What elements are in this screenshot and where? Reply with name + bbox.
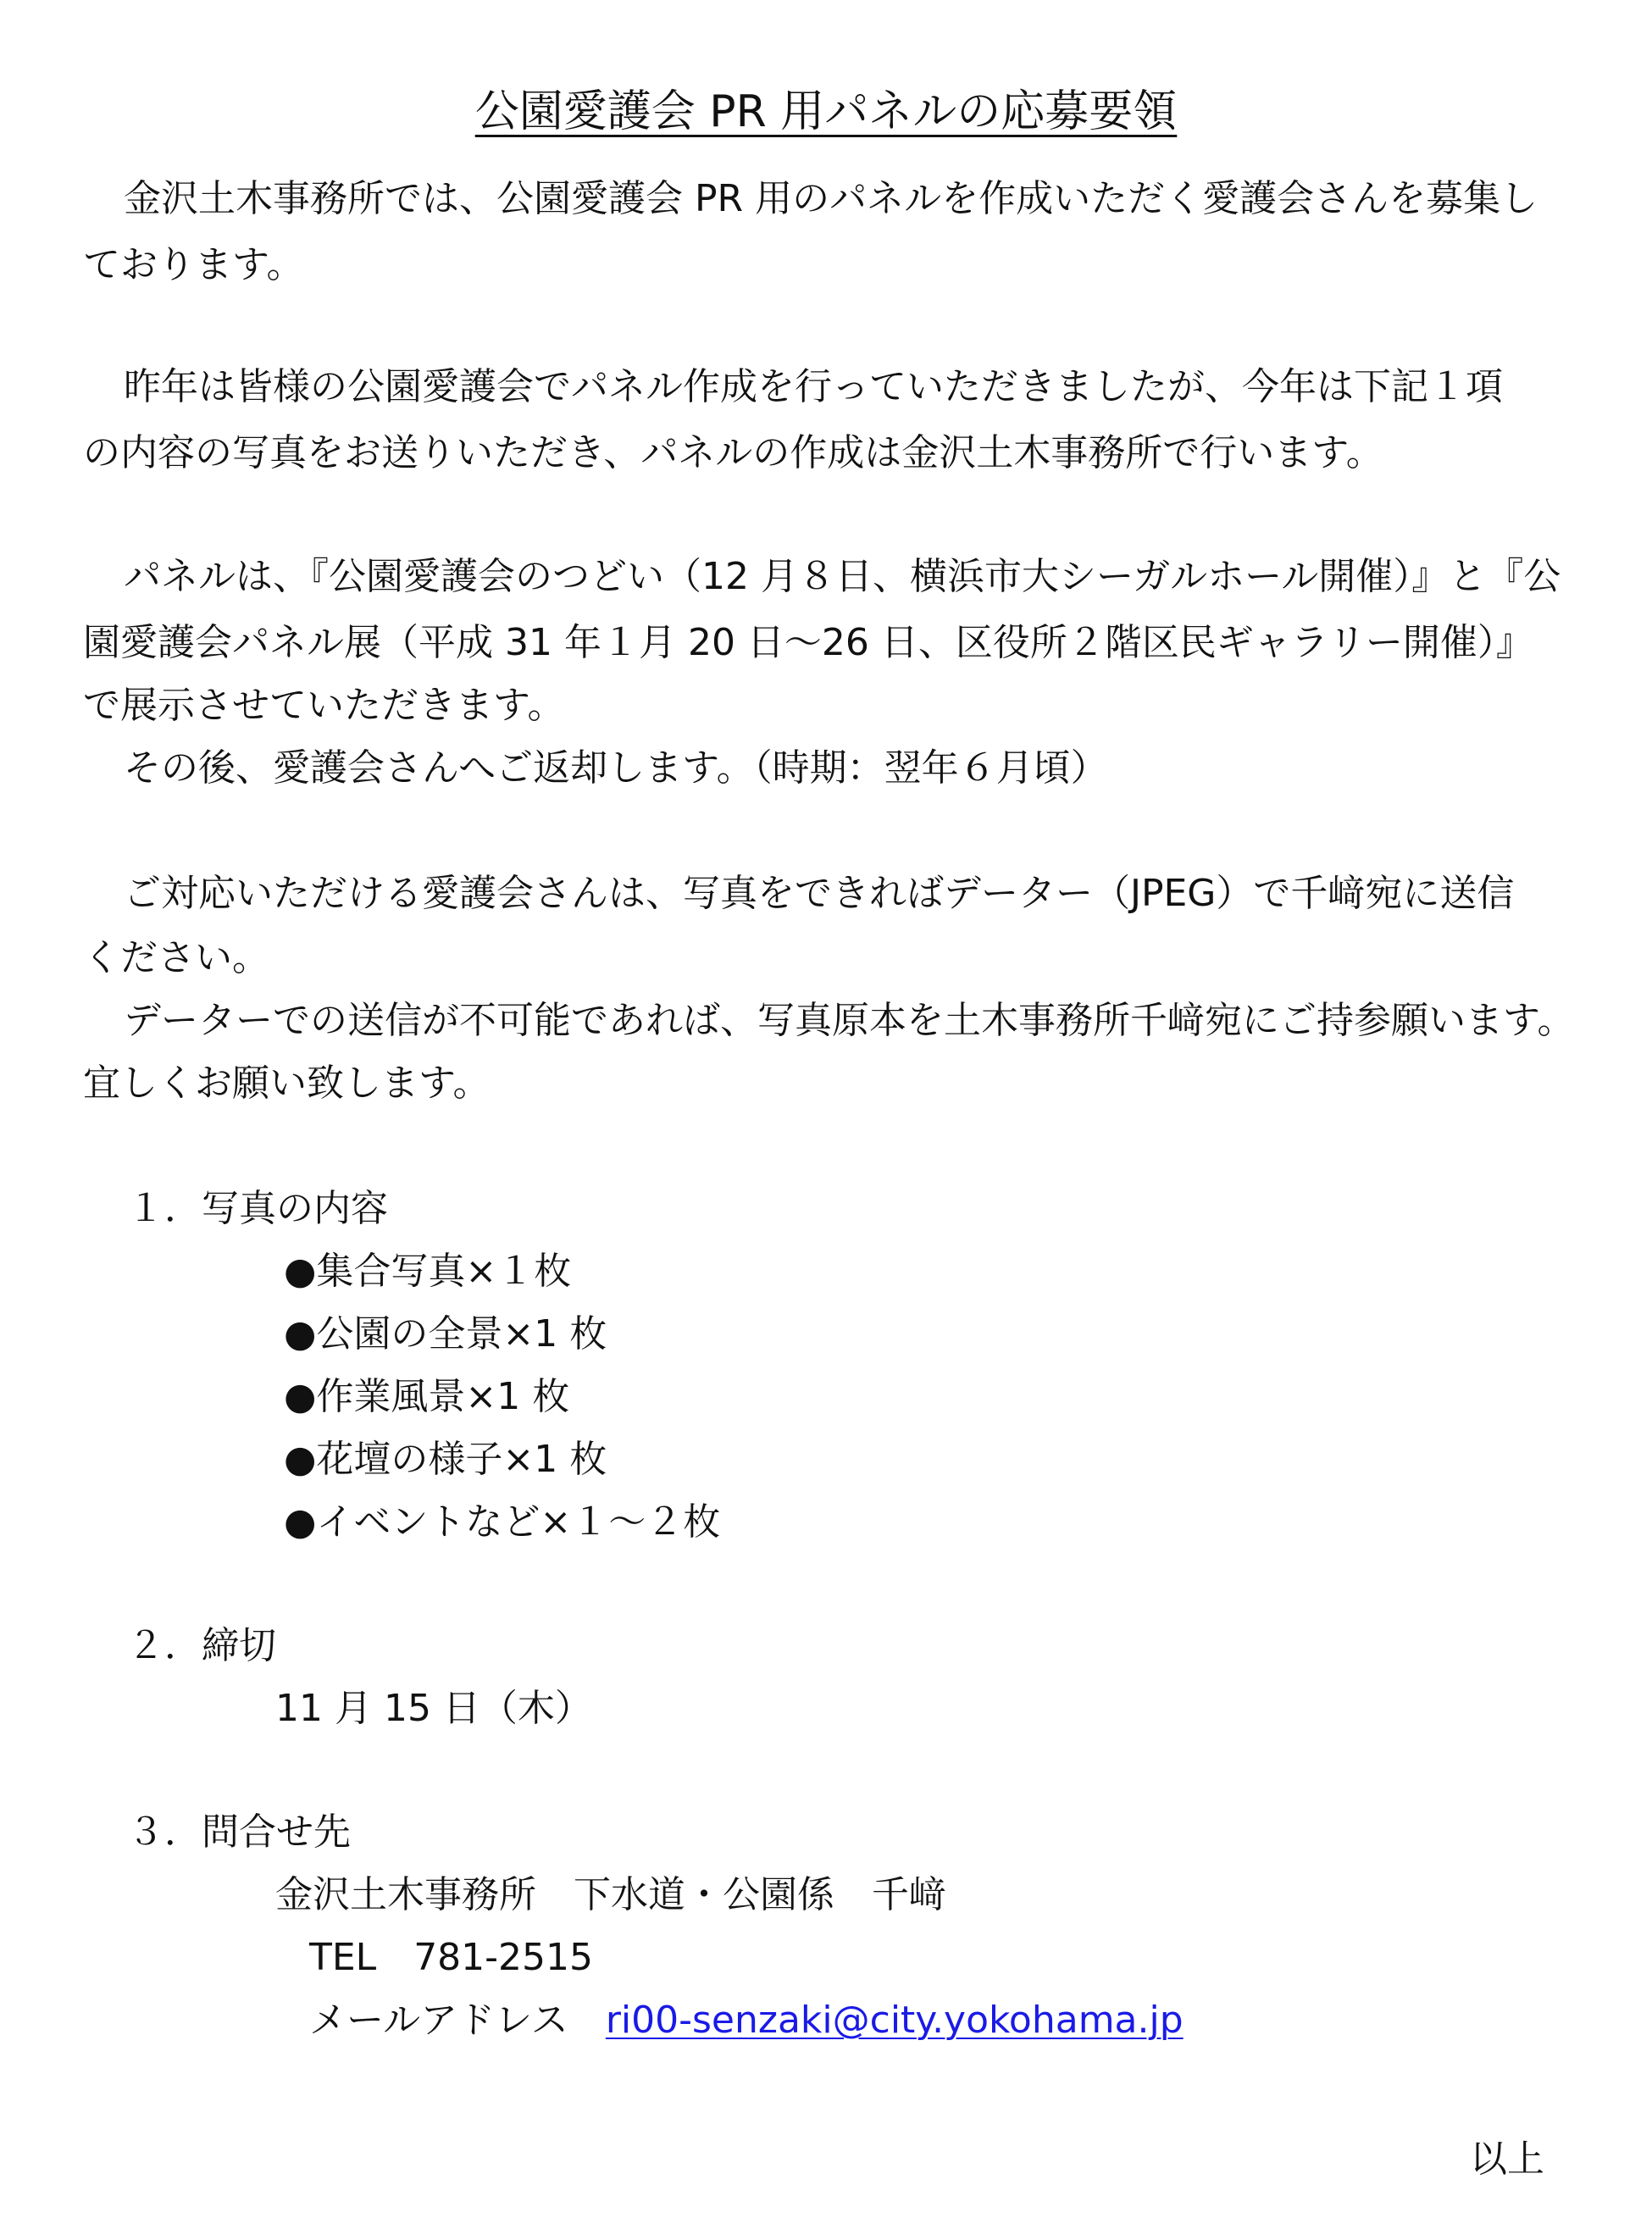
paragraph-4-line-4: 宜しくお願い致します。 <box>83 1062 491 1105</box>
document-title <box>0 78 1652 146</box>
paragraph-2-line-1: 昨年は皆様の公園愛護会でパネル作成を行っていただきましたが、今年は下記１項 <box>124 365 1503 408</box>
section-3-heading: ３．問合せ先 <box>127 1810 351 1854</box>
contact-tel: TEL 781-2515 <box>309 1936 594 1979</box>
contact-email-row <box>309 1989 1184 2052</box>
paragraph-4-line-2: ください。 <box>83 936 269 979</box>
photo-item-event: ●イベントなど×１～２枚 <box>284 1500 721 1544</box>
paragraph-4-line-3: データーでの送信が不可能であれば、写真原本を土木事務所千﨑宛にご持参願います。 <box>124 999 1575 1042</box>
deadline-date: 11 月 15 日（木） <box>275 1687 592 1730</box>
paragraph-2-line-2: の内容の写真をお送りいただき、パネルの作成は金沢土木事務所で行います。 <box>83 431 1383 474</box>
paragraph-3-line-4: その後、愛護会さんへご返却します。（時期：翌年６月頃） <box>124 746 1108 790</box>
contact-office: 金沢土木事務所 下水道・公園係 千﨑 <box>275 1873 946 1916</box>
closing-text: 以上 <box>1470 2137 1544 2181</box>
section-2-heading: ２．締切 <box>127 1624 276 1667</box>
section-1-heading: １．写真の内容 <box>127 1187 388 1230</box>
paragraph-3-line-3: で展示させていただきます。 <box>83 684 565 727</box>
paragraph-1-line-1: 金沢土木事務所では、公園愛護会 PR 用のパネルを作成いただく愛護会さんを募集し <box>124 177 1538 220</box>
paragraph-1-line-2: ております。 <box>83 243 304 286</box>
document-title-text: 公園愛護会 PR 用パネルの応募要領 <box>474 86 1178 137</box>
photo-item-group: ●集合写真×１枚 <box>284 1250 572 1293</box>
contact-email-link[interactable]: ri00-senzaki@city.yokohama.jp <box>605 1999 1184 2042</box>
paragraph-4-line-1: ご対応いただける愛護会さんは、写真をできればデーター（JPEG）で千﨑宛に送信 <box>124 872 1515 915</box>
photo-item-park-view: ●公園の全景×1 枚 <box>284 1312 607 1356</box>
photo-item-flowerbed: ●花壇の様子×1 枚 <box>284 1438 607 1481</box>
contact-email-label: メールアドレス <box>309 1999 606 2042</box>
paragraph-3-line-2: 園愛護会パネル展（平成 31 年１月 20 日～26 日、区役所２階区民ギャラリー開催）』 <box>83 621 1533 664</box>
photo-item-work-scene: ●作業風景×1 枚 <box>284 1375 570 1418</box>
paragraph-3-line-1: パネルは、『公園愛護会のつどい（12 月８日、横浜市大シーガルホール開催）』と『公 <box>124 555 1561 598</box>
